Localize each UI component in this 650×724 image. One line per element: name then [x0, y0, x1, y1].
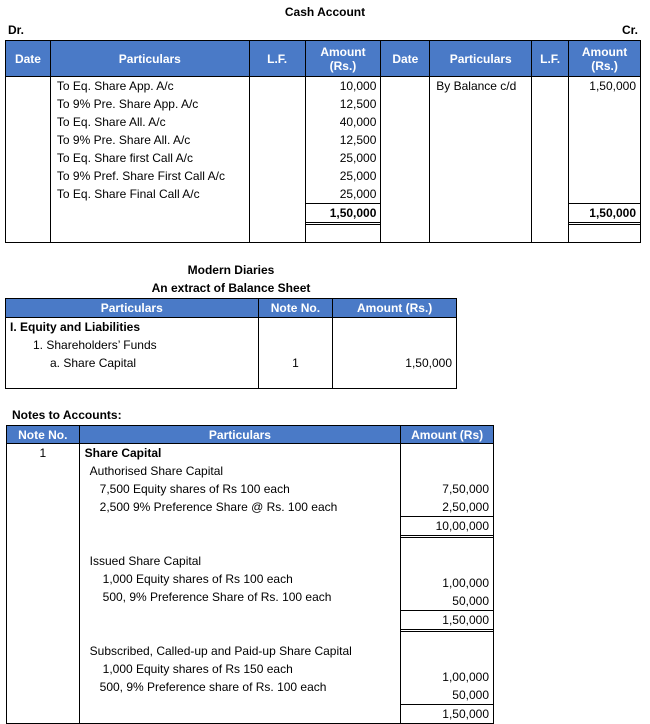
amount-value: 50,000 — [452, 688, 489, 702]
amount-value: 1,00,000 — [442, 670, 489, 684]
list-item: To Eq. Share Final Call A/c — [56, 187, 200, 201]
header-particulars: Particulars — [430, 41, 532, 77]
group-total: 1,50,000 — [401, 610, 493, 632]
header-date: Date — [6, 41, 51, 77]
amount-value: 12,500 — [339, 133, 377, 147]
note-number: 1 — [39, 446, 47, 460]
cash-account-title: Cash Account — [284, 5, 366, 19]
amount-value: 1,00,000 — [442, 576, 489, 590]
header-amount: Amount (Rs.) — [305, 41, 381, 77]
amount-value: 7,50,000 — [442, 482, 489, 496]
list-item: To 9% Pref. Share First Call A/c — [56, 169, 225, 183]
cr-label: Cr. — [621, 23, 638, 37]
share-capital-item: a. Share Capital — [50, 356, 137, 370]
credit-lf-cell — [532, 77, 569, 243]
notes-note-cell — [7, 444, 80, 724]
header-particulars: Particulars — [6, 299, 259, 318]
amount-value: 40,000 — [339, 115, 377, 129]
subsection-heading: 1. Shareholders’ Funds — [33, 338, 157, 352]
amount-value: 1,50,000 — [589, 79, 636, 93]
bs-particulars-cell — [6, 318, 259, 389]
bs-amount-cell — [333, 318, 457, 389]
list-item: 500, 9% Preference share of Rs. 100 each — [99, 680, 327, 694]
list-item: To Eq. Share App. A/c — [56, 79, 174, 93]
list-item: To Eq. Share first Call A/c — [56, 151, 193, 165]
list-item: 1,000 Equity shares of Rs 150 each — [102, 662, 293, 676]
amount-value: 50,000 — [452, 594, 489, 608]
group-label: Issued Share Capital — [89, 554, 202, 568]
header-lf: L.F. — [249, 41, 305, 77]
group-label: Subscribed, Called-up and Paid-up Share Capital — [89, 644, 352, 658]
amount-value: 2,50,000 — [442, 500, 489, 514]
debit-date-cell — [6, 77, 51, 243]
balance-sheet-table — [5, 298, 457, 389]
header-note-no: Note No. — [258, 299, 333, 318]
note-number: 1 — [292, 356, 299, 370]
debit-lf-cell — [249, 77, 305, 243]
credit-date-cell — [381, 77, 430, 243]
amount-value: 1,50,000 — [405, 356, 452, 370]
header-lf: L.F. — [532, 41, 569, 77]
bs-note-cell — [258, 318, 333, 389]
notes-particulars-cell — [79, 444, 401, 724]
header-particulars: Particulars — [79, 426, 401, 444]
credit-total: 1,50,000 — [569, 203, 640, 225]
list-item: To 9% Pre. Share App. A/c — [56, 97, 199, 111]
notes-table — [6, 425, 494, 724]
share-capital-heading: Share Capital — [84, 446, 162, 460]
notes-amount-cell — [401, 444, 494, 724]
amount-value: 25,000 — [339, 187, 377, 201]
list-item: 2,500 9% Preference Share @ Rs. 100 each — [99, 500, 338, 514]
balance-sheet-subtitle: An extract of Balance Sheet — [151, 281, 311, 295]
header-amount: Amount (Rs.) — [569, 41, 641, 77]
amount-value: 25,000 — [339, 151, 377, 165]
debit-particulars-cell — [50, 77, 249, 243]
company-name: Modern Diaries — [187, 263, 275, 277]
amount-value: 10,000 — [339, 79, 377, 93]
list-item: 500, 9% Preference Share of Rs. 100 each — [102, 590, 332, 604]
list-item: To Eq. Share All. A/c — [56, 115, 166, 129]
header-note-no: Note No. — [7, 426, 80, 444]
list-item: To 9% Pre. Share All. A/c — [56, 133, 191, 147]
group-total: 10,00,000 — [401, 516, 493, 538]
section-heading: I. Equity and Liabilities — [10, 320, 141, 334]
header-particulars: Particulars — [50, 41, 249, 77]
cash-account-table — [5, 40, 641, 243]
credit-particulars-cell — [430, 77, 532, 243]
list-item: By Balance c/d — [436, 79, 517, 93]
amount-value: 25,000 — [339, 169, 377, 183]
debit-amount-cell — [305, 77, 381, 243]
notes-title: Notes to Accounts: — [12, 408, 122, 422]
header-amount: Amount (Rs) — [401, 426, 494, 444]
group-label: Authorised Share Capital — [89, 464, 224, 478]
group-total: 1,50,000 — [401, 704, 493, 723]
header-amount: Amount (Rs.) — [333, 299, 457, 318]
dr-label: Dr. — [8, 23, 25, 37]
list-item: 1,000 Equity shares of Rs 100 each — [102, 572, 293, 586]
credit-amount-cell — [569, 77, 641, 243]
header-date: Date — [381, 41, 430, 77]
amount-value: 12,500 — [339, 97, 377, 111]
list-item: 7,500 Equity shares of Rs 100 each — [99, 482, 290, 496]
debit-total: 1,50,000 — [306, 203, 381, 225]
